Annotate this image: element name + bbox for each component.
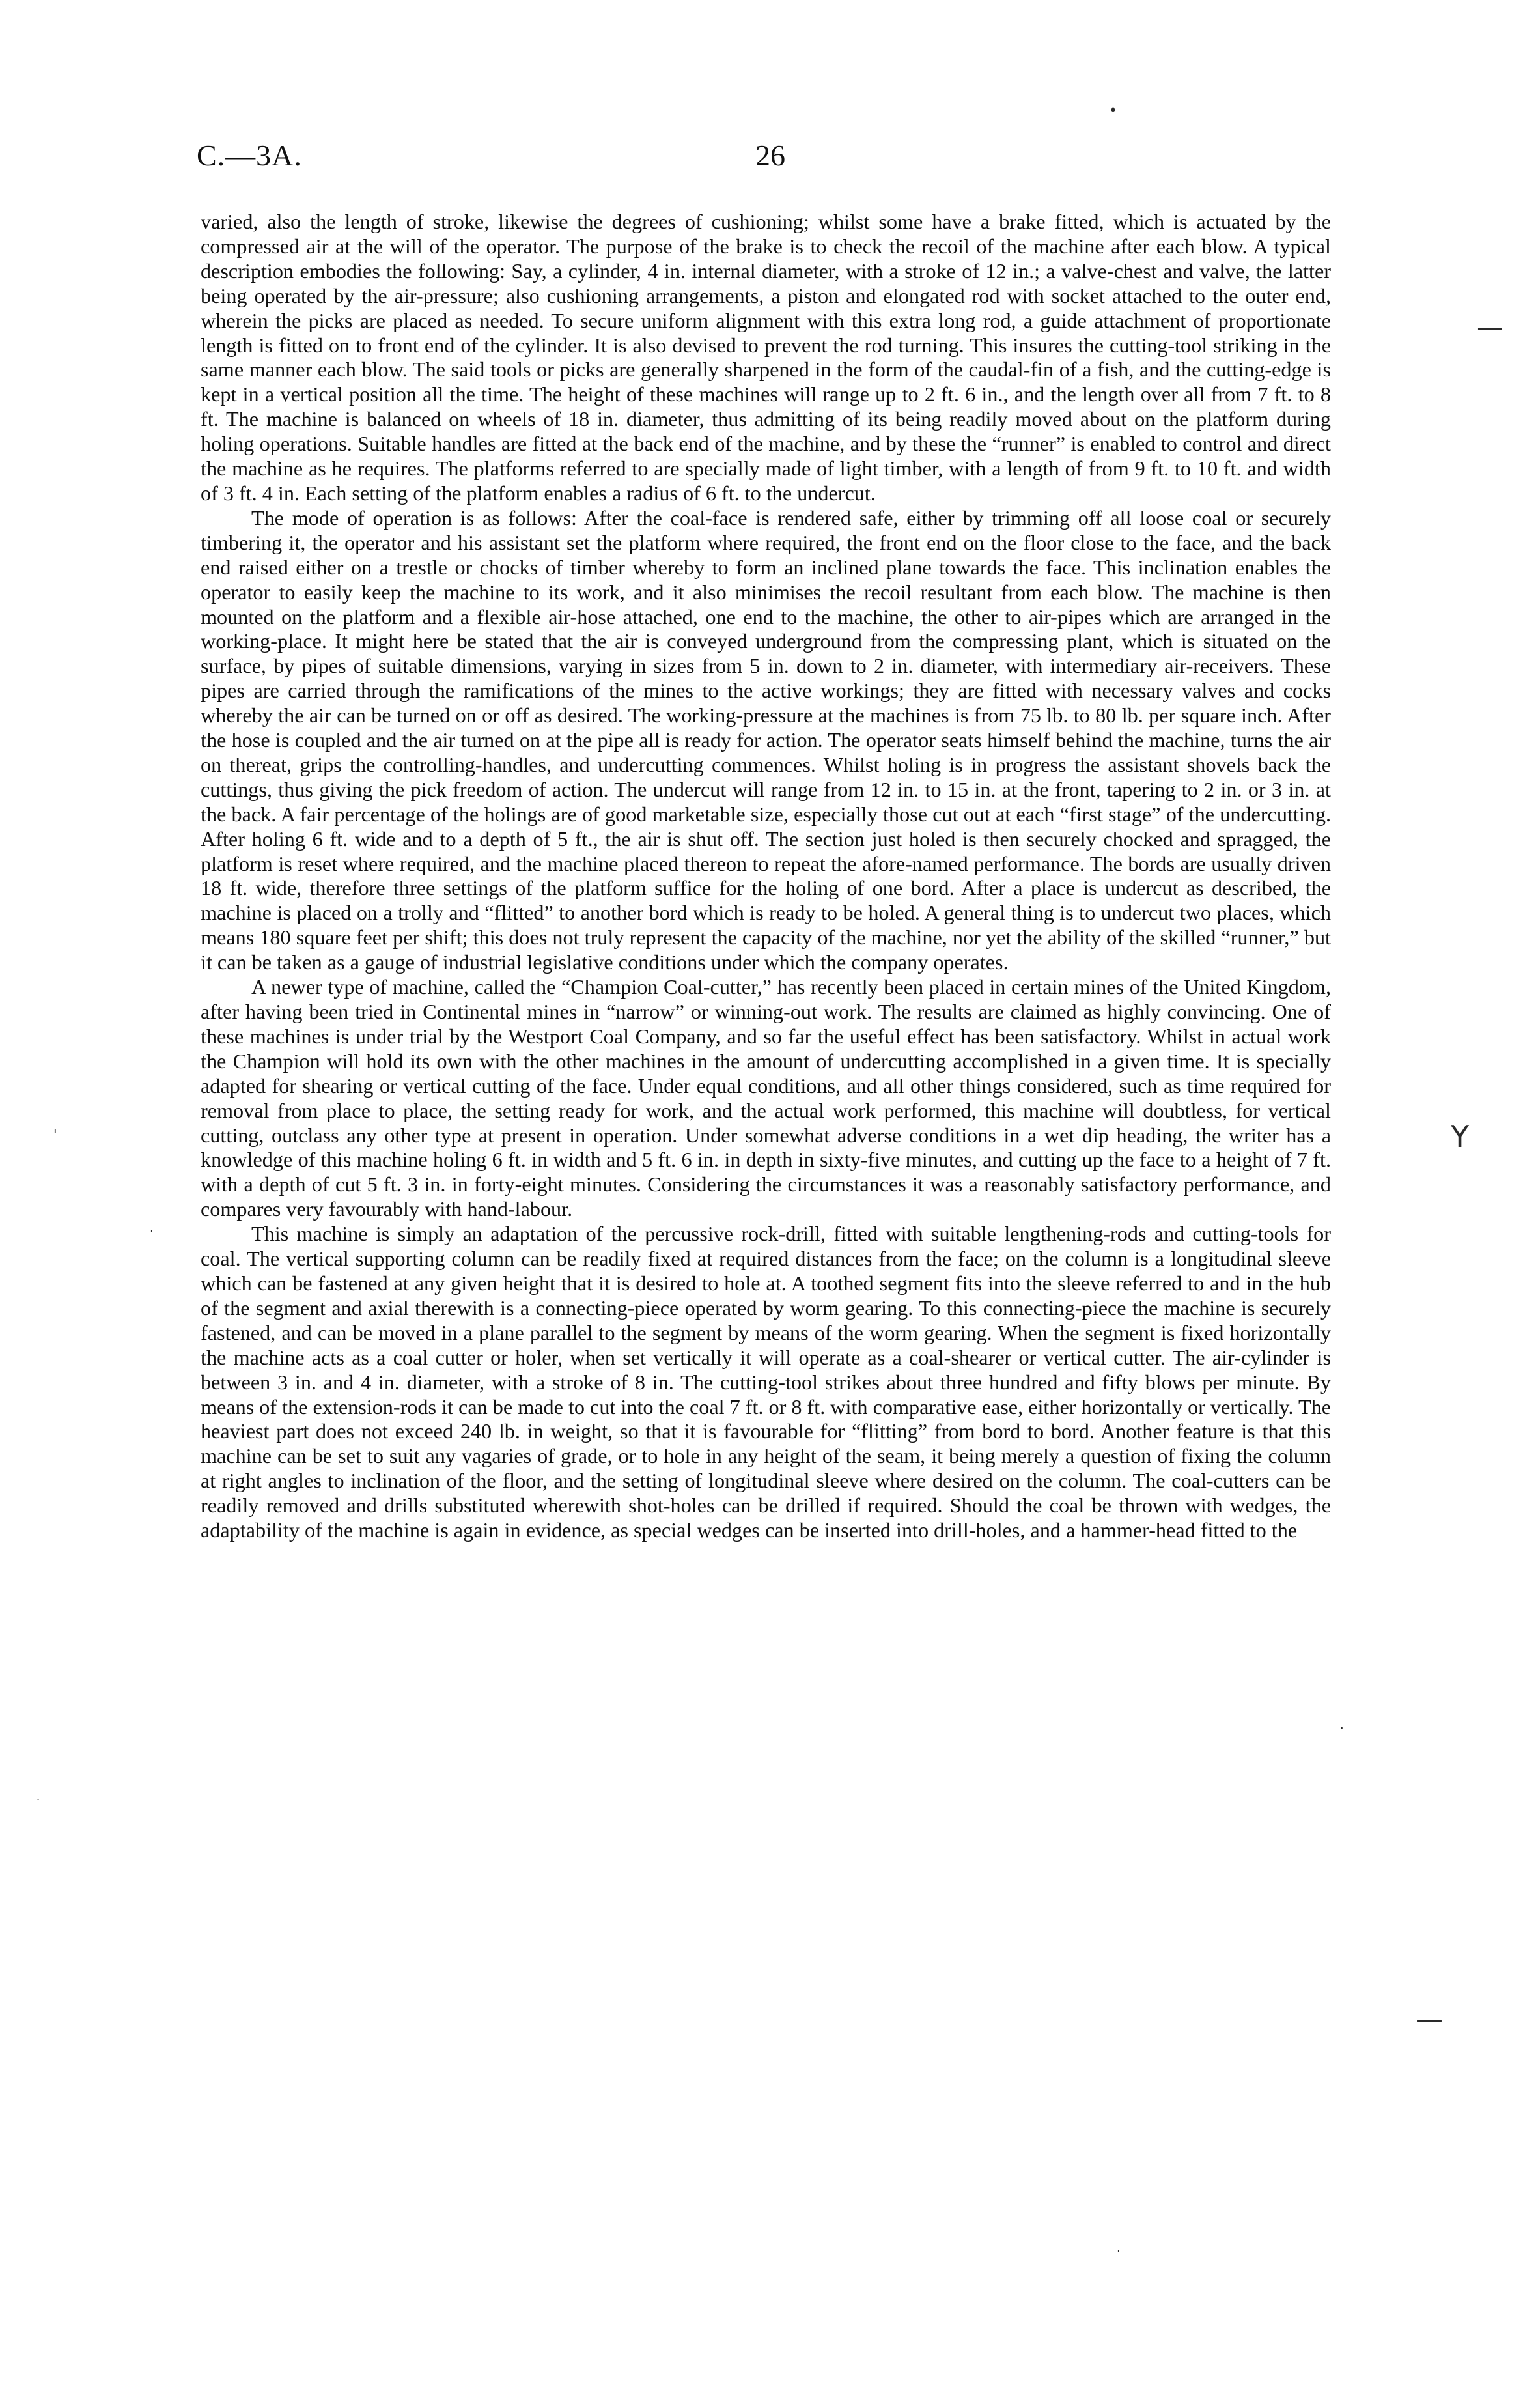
ink-dot-mark: . (1117, 2241, 1121, 2255)
body-text (201, 210, 1331, 1543)
document-code: C.—3A. (197, 139, 302, 172)
paragraph-machine-description: varied, also the length of stroke, likewise the degrees of cushioning; whilst some have a brake fitted, which is actuated by the compressed air at the will of the operator. The purpose of the brake is to check the recoil of the machine after each blow. A typical description embodies the following: Say, a cylinder, 4 in. internal diameter, with a stroke of 12 in.; a valve-chest and valve, the latter being operated by the air-pressure; also cushioning arrangements, a piston and elongated rod with socket attached to the outer end, wherein the picks are placed as needed. To secure uniform alignment with this extra long rod, a guide attachment of proportionate length is fitted on to front end of the cylinder. It is also devised to prevent the rod turning. This insures the cutting-tool striking in the same manner each blow. The said tools or picks are generally sharpened in the form of the caudal-fin of a fish, and the cutting-edge is kept in a vertical position all the time. The height of these machines will range up to 2 ft. 6 in., and the length over all from 7 ft. to 8 ft. The machine is balanced on wheels of 18 in. diameter, thus admitting of its being readily moved about on the platform during holing operations. Suitable handles are fitted at the back end of the machine, and by these the “runner” is enabled to control and direct the machine as he requires. The platforms referred to are specially made of light timber, with a length of from 9 ft. to 10 ft. and width of 3 ft. 4 in. Each setting of the platform enables a radius of 6 ft. to the undercut. (201, 210, 1331, 505)
margin-dot-mark: . (150, 1221, 154, 1235)
ink-dot-mark: • (1109, 103, 1117, 119)
page-header (197, 138, 1330, 184)
paragraph-rock-drill-adaptation: This machine is simply an adaptation of the percussive rock-drill, fitted with suitable lengthening-rods and cutting-tools for coal. The vertical supporting column can be readily fixed at required distances from the face; on the column is a longitudinal sleeve which can be fastened at any given height that it is desired to hole at. A toothed segment fits into the sleeve referred to and in the hub of the segment and axial therewith is a connecting-piece operated by worm gearing. To this connecting-piece the machine is securely fastened, and can be moved in a plane parallel to the segment by means of the worm gearing. When the segment is fixed horizontally the machine acts as a coal cutter or holer, when set vertically it will operate as a coal-shearer or vertical cutter. The air-cylinder is between 3 in. and 4 in. diameter, with a stroke of 8 in. The cutting-tool strikes about three hundred and fifty blows per minute. By means of the extension-rods it can be made to cut into the coal 7 ft. or 8 ft. with comparative ease, either horizontally or vertically. The heaviest part does not exceed 240 lb. in weight, so that it is favourable for “flitting” from bord to bord. Another feature is that this machine can be set to suit any vagaries of grade, or to hole in any height of the seam, it being merely a question of fixing the column at right angles to inclination of the floor, and the setting of longitudinal sleeve where desired on the column. The coal-cutters can be readily removed and drills substituted wherewith shot-holes can be drilled if required. Should the coal be thrown with wedges, the adaptability of the machine is again in evidence, as special wedges can be inserted into drill-holes, and a hammer-head fitted to the (201, 1222, 1331, 1542)
margin-dot-mark: . (36, 1791, 40, 1803)
margin-dash-mark: — (1477, 313, 1503, 343)
margin-tick-mark: ' (53, 1127, 57, 1142)
page-number: 26 (755, 139, 785, 172)
margin-dash-mark: — (1416, 2004, 1443, 2035)
margin-dot-mark: . (1340, 1718, 1344, 1732)
paragraph-champion-coal-cutter: A newer type of machine, called the “Champion Coal-cutter,” has recently been placed in certain mines of the United Kingdom, after having been tried in Continental mines in “narrow” or winning-out work. The results are claimed as highly convincing. One of these machines is under trial by the Westport Coal Company, and so far the useful effect has been satisfactory. Whilst in actual work the Champion will hold its own with the other machines in the amount of undercutting accomplished in a given time. It is specially adapted for shearing or vertical cutting of the face. Under equal conditions, and all other things considered, such as time required for removal from place to place, the setting ready for work, and the actual work performed, this machine will doubtless, for vertical cutting, outclass any other type at present in operation. Under somewhat adverse conditions in a wet dip heading, the writer has a knowledge of this machine holing 6 ft. in width and 5 ft. 6 in. in depth in sixty-five minutes, and cutting up the face to a height of 7 ft. with a depth of cut 5 ft. 3 in. in forty-eight minutes. Considering the circumstances it was a reasonably satisfactory performance, and compares very favourably with hand-labour. (201, 975, 1331, 1221)
margin-y-mark: Y (1451, 1119, 1470, 1154)
paragraph-mode-of-operation: The mode of operation is as follows: After the coal-face is rendered safe, either by trimming off all loose coal or securely timbering it, the operator and his assistant set the platform where required, the front end on the floor close to the face, and the back end raised either on a trestle or chocks of timber whereby to form an inclined plane towards the face. This inclination enables the operator to easily keep the machine to its work, and it also minimises the recoil resultant from each blow. The machine is then mounted on the platform and a flexible air-hose attached, one end to the machine, the other to air-pipes which are arranged in the working-place. It might here be stated that the air is conveyed underground from the compressing plant, which is situated on the surface, by pipes of suitable dimensions, varying in sizes from 5 in. down to 2 in. diameter, with intermediary air-receivers. These pipes are carried through the ramifications of the mines to the active workings; they are fitted with necessary valves and cocks whereby the air can be turned on or off as desired. The working-pressure at the machines is from 75 lb. to 80 lb. per square inch. After the hose is coupled and the air turned on at the pipe all is ready for action. The operator seats himself behind the machine, turns the air on thereat, grips the controlling-handles, and undercutting commences. Whilst holing is in progress the assistant shovels back the cuttings, thus giving the pick freedom of action. The undercut will range from 12 in. to 15 in. at the front, tapering to 2 in. or 3 in. at the back. A fair percentage of the holings are of good marketable size, especially those cut out at each “first stage” of the undercutting. After holing 6 ft. wide and to a depth of 5 ft., the air is shut off. The section just holed is then securely chocked and spragged, the platform is reset where required, and the machine placed thereon to repeat the afore-named performance. The bords are usually driven 18 ft. wide, therefore three settings of the platform suffice for the holing of one bord. After a place is undercut as described, the machine is placed on a trolly and “flitted” to another bord which is ready to be holed. A general thing is to undercut two places, which means 180 square feet per shift; this does not truly represent the capacity of the machine, nor yet the ability of the skilled “runner,” but it can be taken as a gauge of industrial legislative conditions under which the company operates. (201, 505, 1331, 974)
